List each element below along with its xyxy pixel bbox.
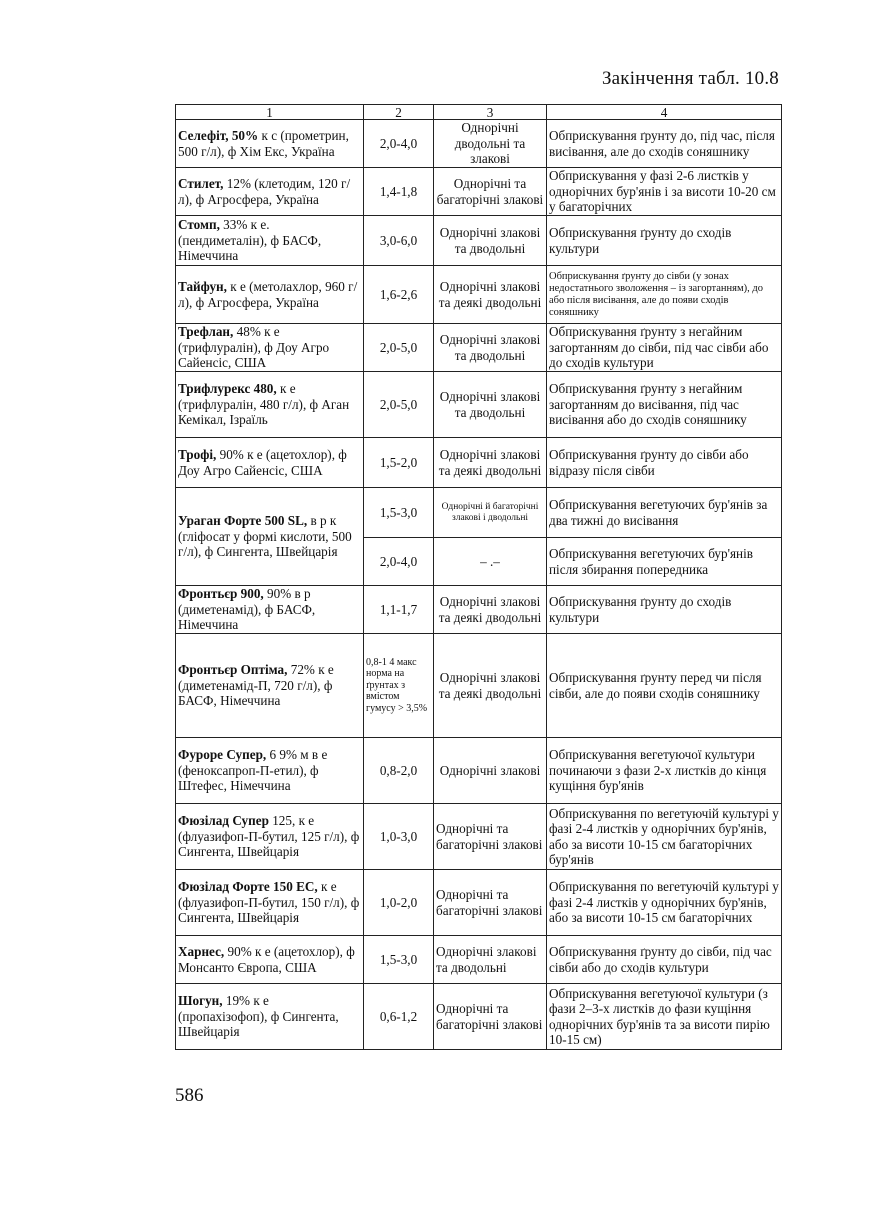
- product-cell: [176, 738, 364, 804]
- product-name: Ураган Форте 500 SL,: [178, 513, 308, 529]
- weeds-cell: Однорічні злакові та дводольні: [434, 936, 547, 984]
- rate-cell: 1,0-3,0: [364, 804, 434, 870]
- product-cell: [176, 936, 364, 984]
- header-cell: 2: [364, 105, 434, 120]
- method-cell: Обприскування вегетуючої культури (з фази 2–3-х листків до фази кущіння однорічних бур'янів та за висоти пирію 10-15 см): [547, 984, 782, 1050]
- weeds-cell: Однорічні й багаторічні злакові і дводольні: [434, 488, 547, 538]
- table-row: [176, 372, 782, 438]
- table-row: [176, 738, 782, 804]
- table-row: [176, 804, 782, 870]
- product-desc: 90% к е (ацетохлор), ф Монсанто Європа, США: [178, 944, 355, 975]
- product-desc: 48% к е (трифлуралін), ф Доу Агро Сайенсіс, США: [178, 324, 330, 371]
- product-desc: 19% к е (пропахізофоп), ф Сингента, Швейцарія: [178, 993, 339, 1040]
- weeds-cell: Однорічні та багаторічні злакові: [434, 804, 547, 870]
- weeds-cell: Однорічні злакові та дводольні: [434, 324, 547, 372]
- product-cell: [176, 324, 364, 372]
- product-name: Трефлан,: [178, 324, 234, 340]
- product-cell: [176, 168, 364, 216]
- product-cell: [176, 870, 364, 936]
- product-name: Фуроре Супер,: [178, 747, 267, 763]
- product-desc: 72% к е (диметенамід-П, 720 г/л), ф БАСФ, Німеччина: [178, 662, 334, 709]
- product-desc: к е (флуазифоп-П-бутил, 150 г/л), ф Сингента, Швейцарія: [178, 879, 360, 926]
- weeds-cell: Однорічні злакові та деякі дводольні: [434, 438, 547, 488]
- method-cell: Обприскування ґрунту до сівби, під час сівби або до сходів культури: [547, 936, 782, 984]
- product-name: Шогун,: [178, 993, 223, 1009]
- product-desc: к е (метолахлор, 960 г/л), ф Агросфера, Україна: [178, 279, 358, 310]
- weeds-cell: Однорічні злакові та дводольні: [434, 372, 547, 438]
- product-cell: [176, 266, 364, 324]
- rate-cell: 1,5-3,0: [364, 488, 434, 538]
- product-cell: [176, 634, 364, 738]
- table-row: [176, 984, 782, 1050]
- rate-cell: 0,8-1 4 макс норма на ґрунтах з вмістом гумусу > 3,5%: [364, 634, 434, 738]
- method-cell: Обприскування вегетуючої культури починаючи з фази 2-х листків до кінця кущіння бур'янів: [547, 738, 782, 804]
- method-cell: Обприскування ґрунту до сівби або відразу після сівби: [547, 438, 782, 488]
- method-cell: Обприскування вегетуючих бур'янів після збирання попередника: [547, 538, 782, 586]
- rate-cell: 3,0-6,0: [364, 216, 434, 266]
- product-cell: [176, 120, 364, 168]
- table-row: [176, 936, 782, 984]
- table-row: [176, 870, 782, 936]
- product-name: Фронтьєр 900,: [178, 586, 264, 602]
- product-desc: 90% в р (диметенамід), ф БАСФ, Німеччина: [178, 586, 316, 633]
- weeds-cell: Однорічні та багаторічні злакові: [434, 984, 547, 1050]
- method-cell: Обприскування ґрунту перед чи після сівби, але до появи сходів соняшнику: [547, 634, 782, 738]
- table-row: [176, 120, 782, 168]
- method-cell: Обприскування у фазі 2-6 листків у однорічних бур'янів і за висоти 10-20 см у багаторічних: [547, 168, 782, 216]
- table-row: [176, 586, 782, 634]
- weeds-cell: Однорічні злакові та дводольні: [434, 216, 547, 266]
- weeds-cell: Однорічні злакові: [434, 738, 547, 804]
- table-row: [176, 216, 782, 266]
- table-row: [176, 324, 782, 372]
- product-name: Фюзілад Форте 150 ЕС,: [178, 879, 318, 895]
- product-name: Стилет,: [178, 176, 224, 191]
- product-cell: [176, 804, 364, 870]
- product-name: Трифлурекс 480,: [178, 381, 277, 397]
- rate-cell: 1,5-3,0: [364, 936, 434, 984]
- header-cell: 4: [547, 105, 782, 120]
- herbicide-table: [175, 104, 782, 1050]
- table-row: [176, 266, 782, 324]
- rate-cell: 1,6-2,6: [364, 266, 434, 324]
- method-cell: Обприскування ґрунту з негайним загортанням до сівби, під час сівби або до сходів культури: [547, 324, 782, 372]
- weeds-cell: Однорічні злакові та деякі дводольні: [434, 266, 547, 324]
- weeds-cell: Однорічні та багаторічні злакові: [434, 870, 547, 936]
- weeds-cell: Однорічні злакові та деякі дводольні: [434, 586, 547, 634]
- weeds-cell: – .–: [434, 538, 547, 586]
- table-row: [176, 438, 782, 488]
- product-cell: [176, 984, 364, 1050]
- method-cell: Обприскування по вегетуючій культурі у фазі 2-4 листків у однорічних бур'янів, або за висоти 10-15 см багаторічних бур'янів: [547, 804, 782, 870]
- product-cell: [176, 488, 364, 586]
- weeds-cell: Однорічні та багаторічні злакові: [434, 168, 547, 216]
- product-name: Фюзілад Супер: [178, 813, 269, 829]
- method-cell: Обприскування ґрунту з негайним загортанням до висівання, під час висівання або до сходів соняшнику: [547, 372, 782, 438]
- product-name: Тайфун,: [178, 279, 227, 294]
- product-cell: [176, 586, 364, 634]
- header-cell: 1: [176, 105, 364, 120]
- product-name: Стомп,: [178, 217, 220, 233]
- method-cell: Обприскування ґрунту до сівби (у зонах недостатнього зволоження – із загортанням), до або після висівання, але до появи сходів соняшнику: [547, 266, 782, 324]
- product-name: Трофі,: [178, 447, 217, 462]
- table-row: [176, 634, 782, 738]
- rate-cell: 2,0-5,0: [364, 324, 434, 372]
- rate-cell: 0,6-1,2: [364, 984, 434, 1050]
- product-name: Фронтьєр Оптіма,: [178, 662, 288, 678]
- header-row: [176, 105, 782, 120]
- product-desc: 90% к е (ацетохлор), ф Доу Агро Сайенсіс, США: [178, 447, 347, 478]
- table-caption: Закінчення табл. 10.8: [601, 68, 779, 89]
- method-cell: Обприскування ґрунту до сходів культури: [547, 586, 782, 634]
- rate-cell: 2,0-5,0: [364, 372, 434, 438]
- product-cell: [176, 372, 364, 438]
- product-desc: в р к (гліфосат у формі кислоти, 500 г/л), ф Сингента, Швейцарія: [178, 513, 352, 560]
- method-cell: Обприскування по вегетуючій культурі у фазі 2-4 листків у однорічних бур'янів, або за висоти 10-15 см багаторічних: [547, 870, 782, 936]
- weeds-cell: Однорічні дводольні та злакові: [434, 120, 547, 168]
- header-cell: 3: [434, 105, 547, 120]
- rate-cell: 2,0-4,0: [364, 120, 434, 168]
- rate-cell: 1,5-2,0: [364, 438, 434, 488]
- product-cell: [176, 216, 364, 266]
- method-cell: Обприскування ґрунту до, під час, після висівання, але до сходів соняшнику: [547, 120, 782, 168]
- rate-cell: 2,0-4,0: [364, 538, 434, 586]
- rate-cell: 0,8-2,0: [364, 738, 434, 804]
- rate-cell: 1,0-2,0: [364, 870, 434, 936]
- method-cell: Обприскування ґрунту до сходів культури: [547, 216, 782, 266]
- product-desc: к с (прометрин, 500 г/л), ф Хім Екс, Україна: [178, 128, 349, 159]
- table-row: [176, 488, 782, 538]
- page-number: 586: [175, 1085, 204, 1106]
- rate-cell: 1,4-1,8: [364, 168, 434, 216]
- product-desc: к е (трифлуралін, 480 г/л), ф Аган Кемікал, Ізраїль: [178, 381, 350, 428]
- product-name: Харнес,: [178, 944, 225, 959]
- rate-cell: 1,1-1,7: [364, 586, 434, 634]
- method-cell: Обприскування вегетуючих бур'янів за два тижні до висівання: [547, 488, 782, 538]
- product-desc: 125, к е (флуазифоп-П-бутил, 125 г/л), ф Сингента, Швейцарія: [178, 813, 360, 860]
- weeds-cell: Однорічні злакові та деякі дводольні: [434, 634, 547, 738]
- product-desc: 6 9% м в е (феноксапроп-П-етил), ф Штефес, Німеччина: [178, 747, 328, 794]
- product-desc: 33% к е. (пендиметалін), ф БАСФ, Німеччина: [178, 217, 322, 264]
- product-name: Селефіт, 50%: [178, 128, 259, 143]
- product-desc: 12% (клетодим, 120 г/л), ф Агросфера, Україна: [178, 176, 351, 207]
- table-row: [176, 168, 782, 216]
- product-cell: [176, 438, 364, 488]
